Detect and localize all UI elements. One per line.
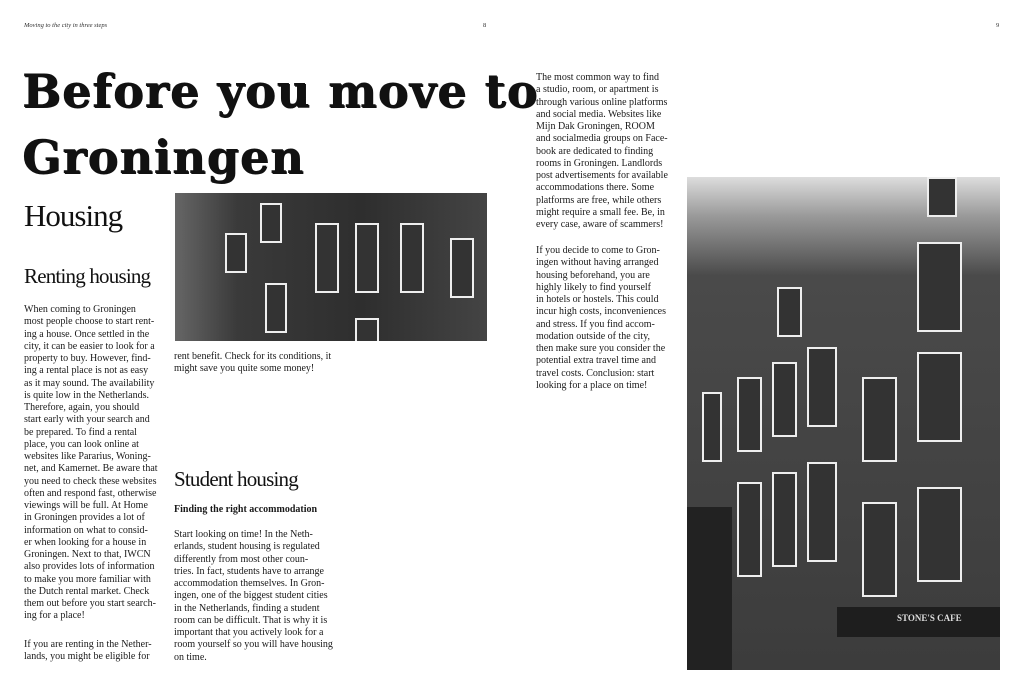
student-paragraph-2: The most common way to find a studio, room, or apartment is through various online platforms and social media. Websites like Mijn Dak Groningen, ROOM and socialmedia groups on Face- book are dedicated to finding rooms in Groningen. Landlords post advertisements for available accommodations there. Some platforms are free, while others might require a small fee. Be, in every case, aware of scammers!	[536, 72, 668, 230]
renting-paragraph-2: If you are renting in the Nether- lands, you might be eligible for	[24, 639, 152, 663]
page-title: Before you move to Groningen	[22, 64, 539, 184]
section-heading-housing: Housing	[24, 198, 123, 233]
heading-renting-housing: Renting housing	[24, 264, 151, 288]
renting-paragraph-1: When coming to Groningen most people choose to start rent- ing a house. Once settled in the city, it can be easier to look for a property to buy. However, find- ing a rental place is not as easy as it may sound. The availability is quite low in the Netherlands. Therefore, again, you should start early with your search and be prepared. To find a rental place, you can look online at websites like Pararius, Woning- net, and Kamernet. Be aware that you need to check these websites often and respond fast, otherwise viewings will be full. At Home in Groningen provides a lot of information on what to consid- er when looking for a house in Groningen. Next to that, IWCN also provides lots of information to make you more familiar with the Dutch rental market. Check them out before you start search- ing for a place!	[24, 304, 158, 622]
street-lamp-icon	[687, 507, 732, 670]
subheading-finding-accommodation: Finding the right accommodation	[174, 504, 318, 515]
canal-houses-photo	[175, 193, 487, 341]
renting-paragraph-2-continued: rent benefit. Check for its conditions, it might save you quite some money!	[174, 351, 332, 375]
shop-sign: STONE'S CAFE	[897, 613, 962, 623]
student-paragraph-3: If you decide to come to Gron- ingen without having arranged housing beforehand, you are highly likely to find yourself in hotels or hostels. This could incur high costs, inconveniences and stress. If you find accom- modation outside of the city, then make sure you consider the potential extra travel time and travel costs. Conclusion: start looking for a place on time!	[536, 245, 666, 391]
heading-student-housing: Student housing	[174, 467, 298, 491]
page-number-right: 9	[996, 22, 1000, 29]
student-paragraph-1: Start looking on time! In the Neth- erlands, student housing is regulated differently from most other coun- tries. In fact, students have to arrange accommodation themselves. In Gron- ingen, one of the biggest student cities in the Netherlands, finding a student room can be difficult. That is why it is important that you actively look for a room yourself so you will have housing on time.	[174, 529, 333, 663]
page-number-left: 8	[483, 22, 487, 29]
groningen-facades-photo	[687, 177, 1000, 670]
running-title: Moving to the city in three steps	[24, 22, 108, 29]
